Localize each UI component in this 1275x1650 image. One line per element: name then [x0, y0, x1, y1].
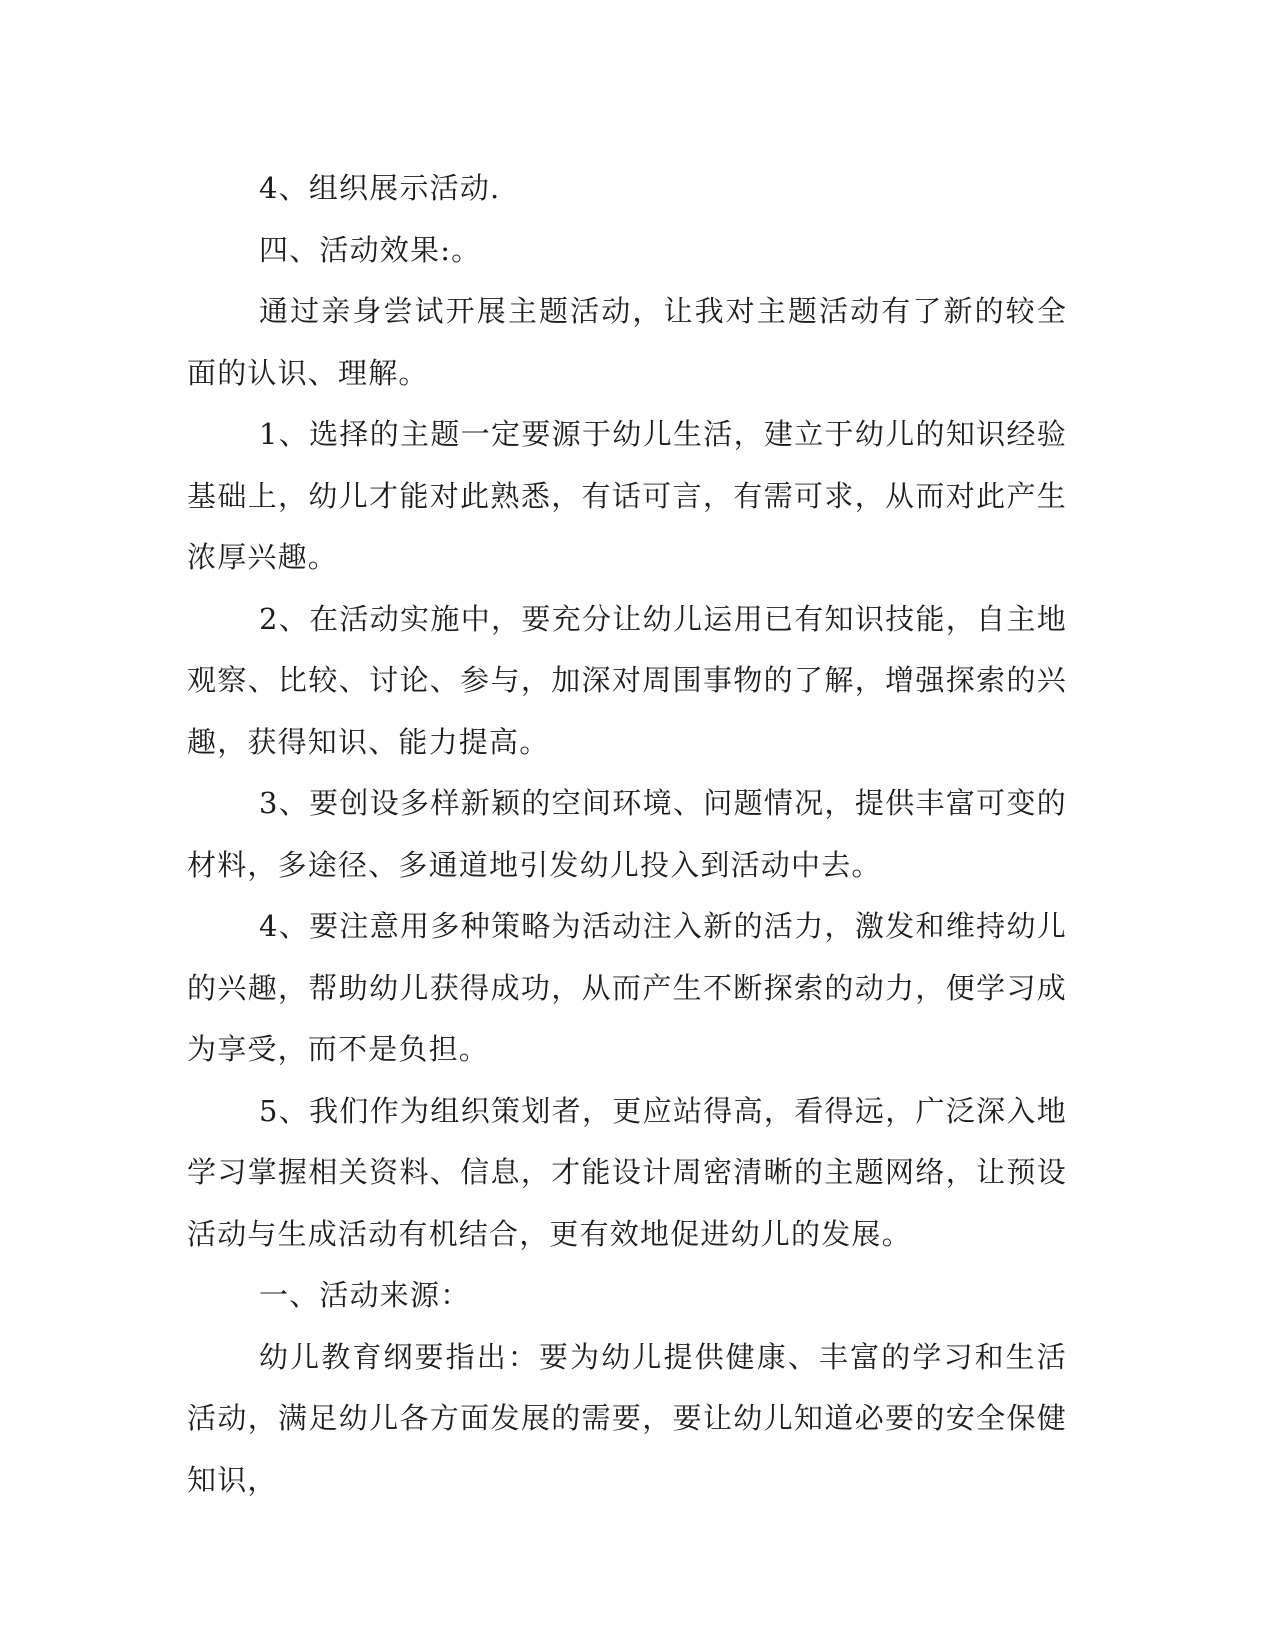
paragraph-point-3: 3、要创设多样新颖的空间环境、问题情况，提供丰富可变的材料，多途径、多通道地引发幼儿投入到活动中去。 — [187, 786, 1067, 882]
paragraph-point-1: 1、选择的主题一定要源于幼儿生活，建立于幼儿的知识经验基础上，幼儿才能对此熟悉，有话可言，有需可求，从而对此产生浓厚兴趣。 — [187, 417, 1067, 574]
document-body — [187, 158, 1067, 1511]
paragraph-step-4-display: 4、组织展示活动. — [259, 171, 501, 205]
section-heading-source: 一、活动来源： — [259, 1278, 471, 1312]
paragraph-intro: 通过亲身尝试开展主题活动，让我对主题活动有了新的较全面的认识、理解。 — [187, 294, 1067, 390]
paragraph-point-2: 2、在活动实施中，要充分让幼儿运用已有知识技能，自主地观察、比较、讨论、参与，加深对周围事物的了解，增强探索的兴趣，获得知识、能力提高。 — [187, 601, 1067, 759]
paragraph-point-5: 5、我们作为组织策划者，更应站得高，看得远，广泛深入地学习掌握相关资料、信息，才能设计周密清晰的主题网络，让预设活动与生成活动有机结合，更有效地促进幼儿的发展。 — [187, 1093, 1067, 1251]
paragraph-point-4: 4、要注意用多种策略为活动注入新的活力，激发和维持幼儿的兴趣，帮助幼儿获得成功，从而产生不断探索的动力，便学习成为享受，而不是负担。 — [187, 909, 1067, 1066]
paragraph-source: 幼儿教育纲要指出：要为幼儿提供健康、丰富的学习和生活活动，满足幼儿各方面发展的需要，要让幼儿知道必要的安全保健知识， — [187, 1339, 1067, 1497]
section-heading-effects: 四、活动效果:。 — [259, 232, 482, 267]
